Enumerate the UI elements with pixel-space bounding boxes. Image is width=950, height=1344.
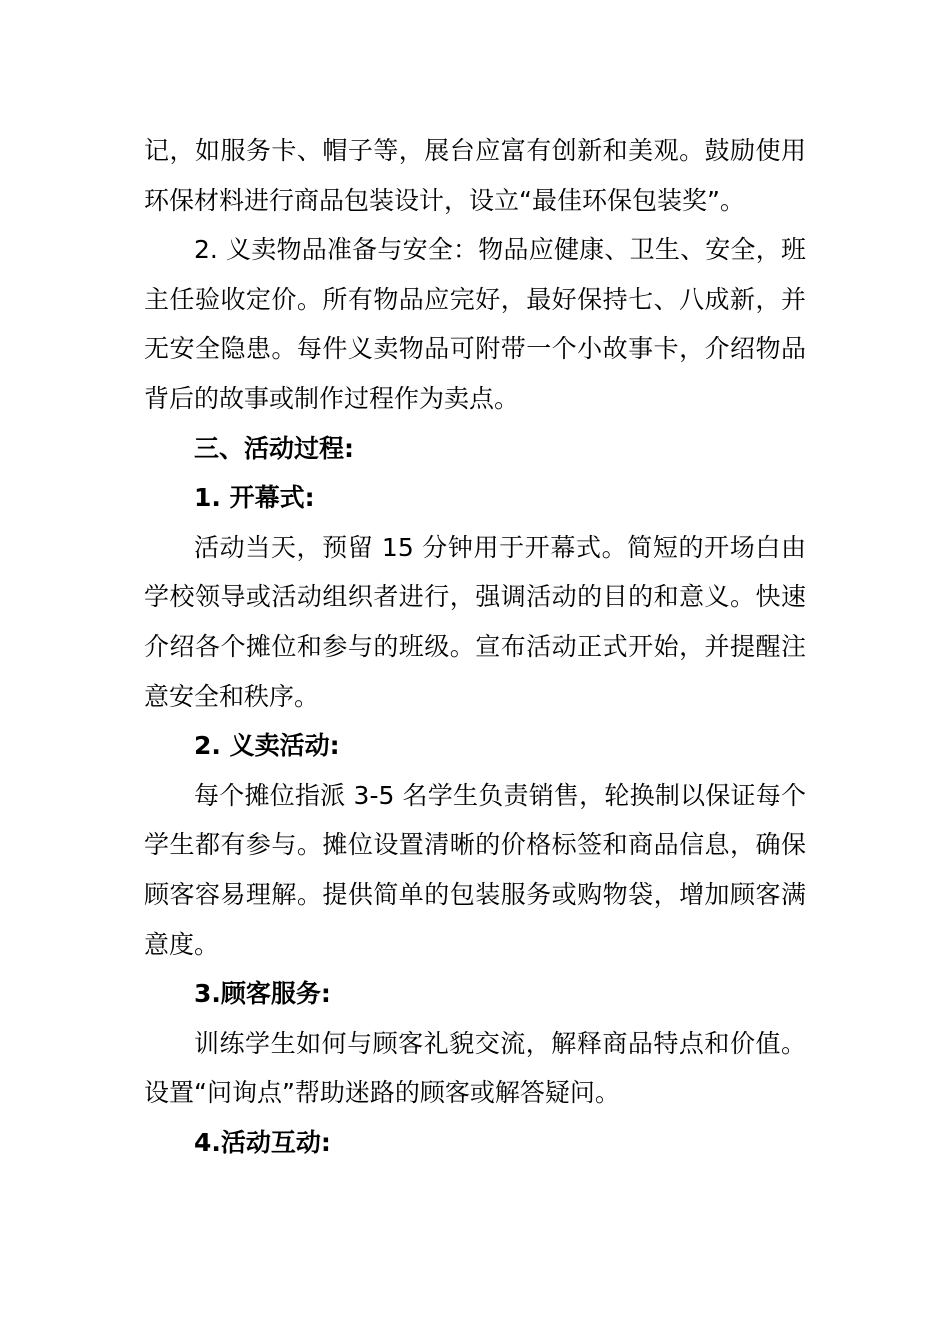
paragraph-item-preparation-safety: 2. 义卖物品准备与安全：物品应健康、卫生、安全，班主任验收定价。所有物品应完好，最好保持七、八成新，并无安全隐患。每件义卖物品可附带一个小故事卡，介绍物品背后的故事或制作过程作为卖点。 (144, 235, 806, 413)
subheading-customer-service: 3.顾客服务: (194, 979, 331, 1009)
section-heading-activity-process: 三、活动过程: (194, 433, 354, 463)
paragraph-charity-sale: 每个摊位指派 3-5 名学生负责销售，轮换制以保证每个学生都有参与。摊位设置清晰的价格标签和商品信息，确保顾客容易理解。提供简单的包装服务或购物袋，增加顾客满意度。 (144, 780, 806, 959)
paragraph-customer-service: 训练学生如何与顾客礼貌交流，解释商品特点和价值。设置“问询点”帮助迷路的顾客或解答疑问。 (144, 1028, 806, 1108)
document-body (144, 126, 806, 1167)
subheading-opening-ceremony: 1. 开幕式: (194, 483, 315, 513)
subheading-charity-sale: 2. 义卖活动: (194, 731, 340, 761)
paragraph-opening-ceremony: 活动当天，预留 15 分钟用于开幕式。简短的开场白由学校领导或活动组织者进行，强调活动的目的和意义。快速介绍各个摊位和参与的班级。宣布活动正式开始，并提醒注意安全和秩序。 (144, 532, 806, 711)
paragraph-continuation: 记，如服务卡、帽子等，展台应富有创新和美观。鼓励使用环保材料进行商品包装设计，设立“最佳环保包装奖”。 (144, 136, 806, 215)
subheading-activity-interaction: 4.活动互动: (194, 1127, 331, 1157)
